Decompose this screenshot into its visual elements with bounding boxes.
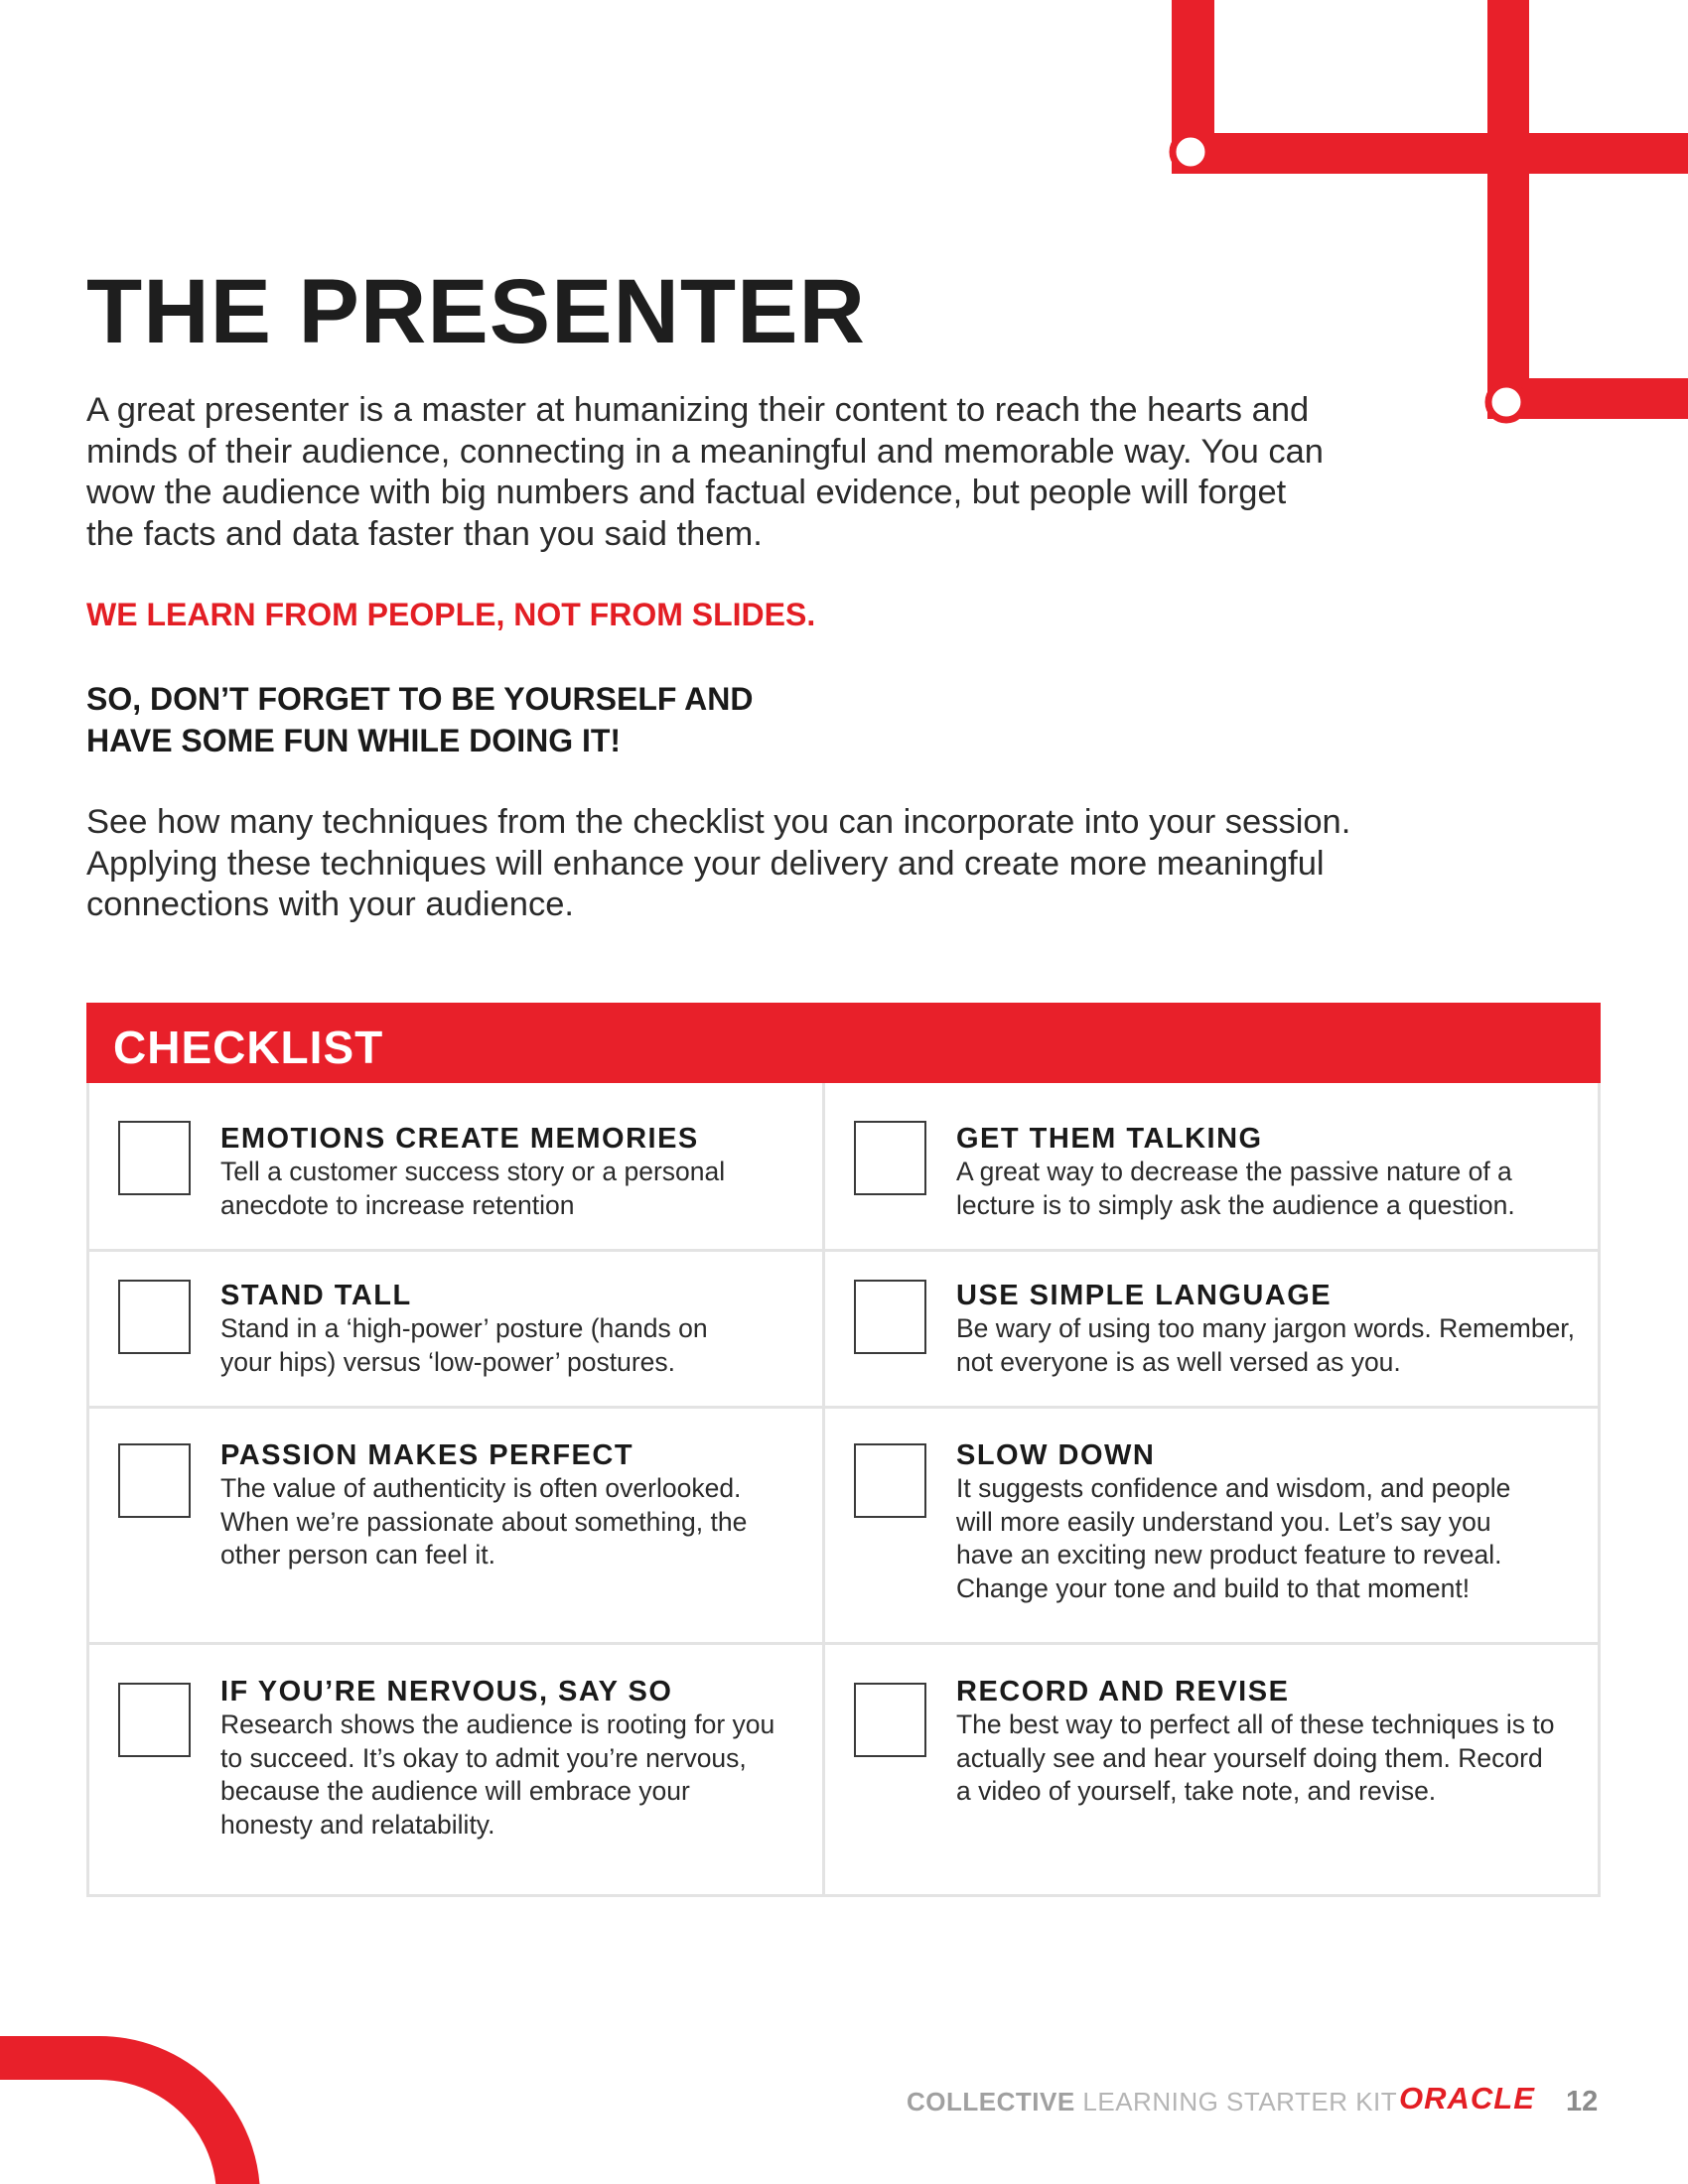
item-title: RECORD AND REVISE — [956, 1676, 1290, 1707]
checkbox[interactable] — [854, 1280, 926, 1354]
footer-label-rest: LEARNING STARTER KIT — [1074, 2087, 1398, 2116]
checklist-heading: CHECKLIST — [113, 1022, 384, 1073]
item-title: GET THEM TALKING — [956, 1123, 1263, 1155]
item-title: SLOW DOWN — [956, 1439, 1156, 1471]
checklist-item — [89, 1645, 822, 1883]
checklist-item — [89, 1083, 822, 1249]
item-description: Stand in a ‘high-power’ posture (hands on your hips) versus ‘low-power’ postures. — [220, 1313, 708, 1377]
footer-label-bold: COLLECTIVE — [907, 2087, 1075, 2116]
checkbox[interactable] — [118, 1280, 191, 1354]
checkbox[interactable] — [854, 1121, 926, 1195]
checklist-item — [825, 1645, 1601, 1883]
outro-paragraph: See how many techniques from the checklist you can incorporate into your session. Applying these techniques will enhance your delivery and create more meaningful connections with your audience. — [86, 803, 1351, 923]
intro-paragraph: A great presenter is a master at humanizing their content to reach the hearts and minds of their audience, connecting in a meaningful and memorable way. You can wow the audience with big numbers and factual evidence, but people will forget the facts and data faster than you said them. — [86, 391, 1324, 553]
checklist-item — [825, 1252, 1601, 1406]
page-number: 12 — [1566, 2086, 1599, 2117]
item-title: EMOTIONS CREATE MEMORIES — [220, 1123, 699, 1155]
item-title: IF YOU’RE NERVOUS, SAY SO — [220, 1676, 673, 1707]
corner-arc-bottom-left — [0, 2058, 238, 2184]
brand-logo: ORACLE — [1399, 2081, 1535, 2116]
checkbox[interactable] — [118, 1683, 191, 1757]
connector-dot-top — [1173, 134, 1208, 170]
checkbox[interactable] — [854, 1683, 926, 1757]
checklist-header — [86, 1003, 1601, 1083]
bold-callout-line-2: HAVE SOME FUN WHILE DOING IT! — [86, 723, 622, 758]
checklist-grid — [86, 1083, 1601, 1897]
item-title: PASSION MAKES PERFECT — [220, 1439, 634, 1471]
checkbox[interactable] — [118, 1443, 191, 1518]
item-description: Be wary of using too many jargon words. Remember, not everyone is as well versed as you. — [956, 1313, 1576, 1377]
page-title: THE PRESENTER — [86, 261, 866, 362]
item-description: The value of authenticity is often overlooked. When we’re passionate about something, the other person can feel it. — [220, 1473, 748, 1570]
item-description: The best way to perfect all of these techniques is to actually see and hear yourself doing them. Record a video of yourself, take note, and revise. — [956, 1709, 1555, 1806]
checklist-item — [825, 1409, 1601, 1642]
footer-label — [907, 2087, 1397, 2117]
item-description: A great way to decrease the passive nature of a lecture is to simply ask the audience a question. — [956, 1157, 1515, 1220]
checklist-item — [89, 1409, 822, 1642]
checklist-item — [825, 1083, 1601, 1249]
item-description: Research shows the audience is rooting for you to succeed. It’s okay to admit you’re nervous, because the audience will embrace your honesty and relatability. — [220, 1709, 775, 1840]
checkbox[interactable] — [854, 1443, 926, 1518]
item-title: USE SIMPLE LANGUAGE — [956, 1280, 1333, 1311]
item-title: STAND TALL — [220, 1280, 412, 1311]
item-description: It suggests confidence and wisdom, and people will more easily understand you. Let’s say you have an exciting new product feature to reveal. Change your tone and build to that moment! — [956, 1473, 1511, 1603]
checklist-item — [89, 1252, 822, 1406]
connector-dot-right — [1488, 384, 1524, 420]
red-callout: WE LEARN FROM PEOPLE, NOT FROM SLIDES. — [86, 597, 816, 632]
item-description: Tell a customer success story or a personal anecdote to increase retention — [220, 1157, 726, 1220]
checklist — [86, 1003, 1601, 1886]
checkbox[interactable] — [118, 1121, 191, 1195]
bold-callout-line-1: SO, DON’T FORGET TO BE YOURSELF AND — [86, 681, 754, 717]
bold-callout — [86, 678, 980, 761]
